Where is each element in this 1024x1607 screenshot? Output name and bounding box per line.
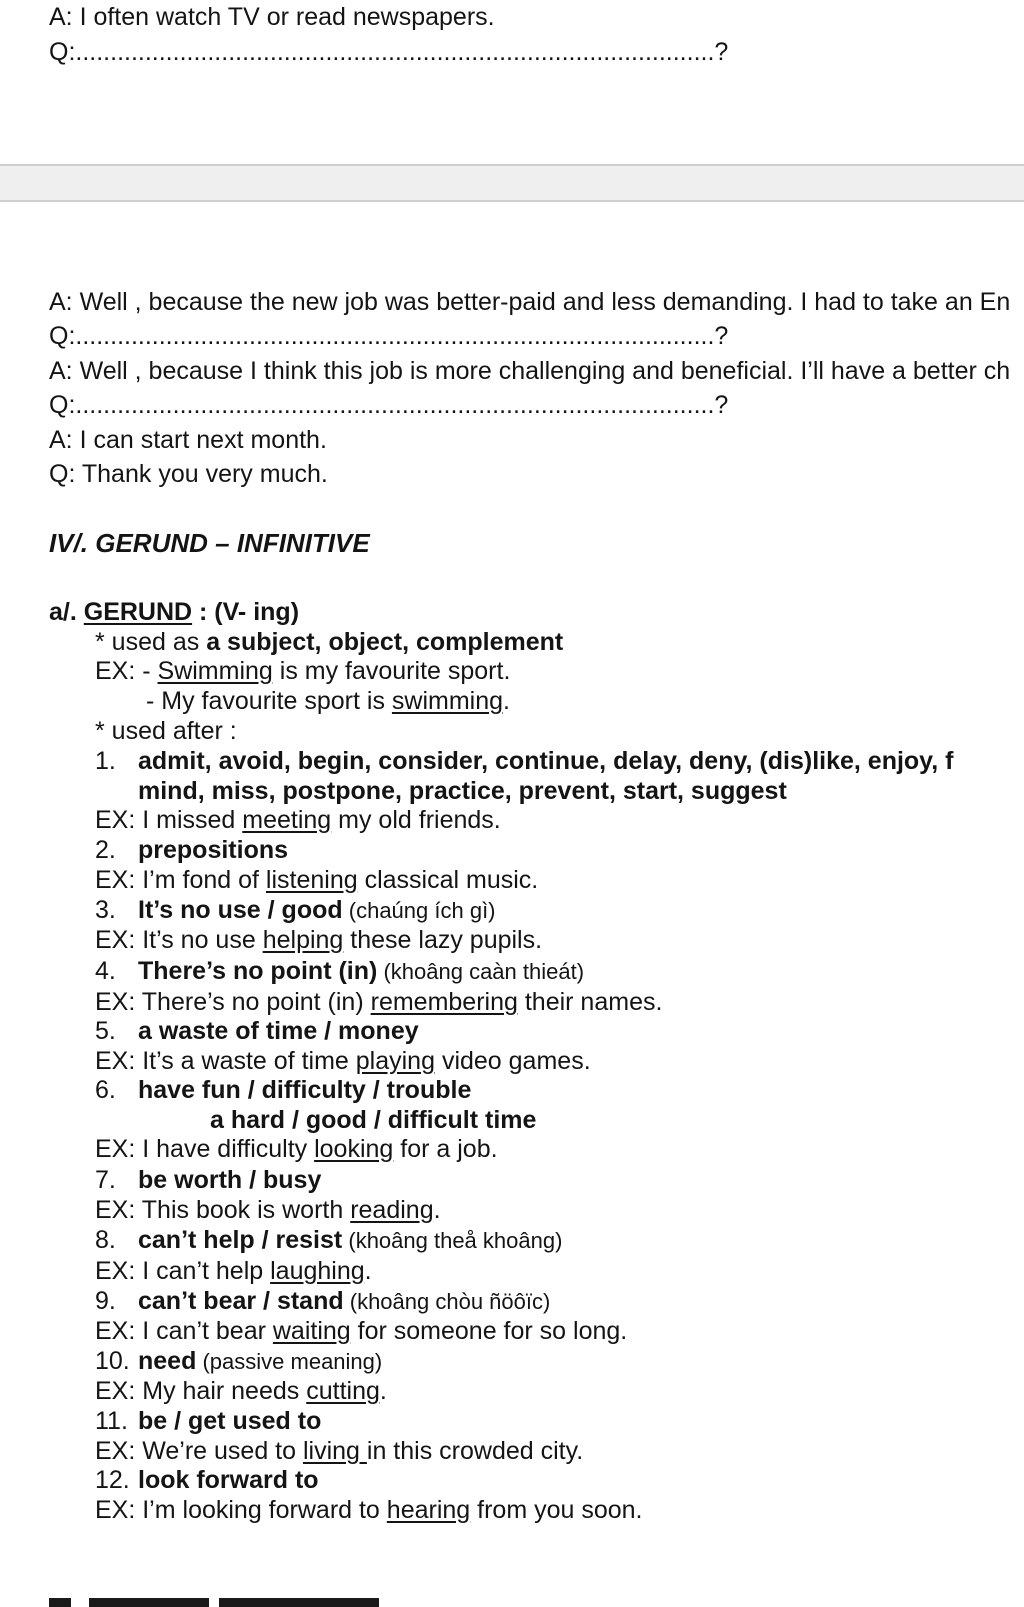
rule-keywords: prepositions: [138, 836, 289, 864]
rule-keywords-continued: a hard / good / difficult time: [210, 1106, 537, 1134]
rule-number: 3.: [95, 896, 116, 924]
rule-item: [95, 1165, 321, 1195]
rule-example-pre: EX: I can’t help: [95, 1257, 271, 1285]
rule-item: [95, 1465, 319, 1495]
rule-example-post: for a job.: [393, 1135, 498, 1163]
rule-translation: (khoâng theå khoâng): [342, 1228, 563, 1253]
rule-keywords: look forward to: [138, 1466, 319, 1494]
rule-number: 9.: [95, 1287, 116, 1315]
example-2-gerund: swimming: [391, 687, 504, 715]
rule-example-post: in this crowded city.: [366, 1437, 584, 1465]
rule-number: 7.: [95, 1166, 116, 1194]
rule-example-gerund: meeting: [242, 806, 332, 834]
rule-example-gerund: cutting: [306, 1377, 380, 1405]
rule-item: [95, 1016, 419, 1046]
rule-item: [95, 1225, 562, 1256]
rule-example-pre: EX: It’s no use: [95, 926, 263, 954]
rule-keywords: admit, avoid, begin, consider, continue, delay, deny, (dis)like, enjoy, f: [138, 747, 954, 775]
rule-example-gerund: remembering: [370, 988, 518, 1016]
rule-example-gerund: playing: [355, 1047, 435, 1075]
rule-keywords: have fun / difficulty / trouble: [138, 1076, 472, 1104]
answer-line-1: A: I often watch TV or read newspapers.: [49, 3, 495, 31]
rule-example-gerund: laughing: [270, 1257, 365, 1285]
rule-example-pre: EX: I’m looking forward to: [95, 1496, 387, 1524]
rule-example-gerund: reading: [350, 1196, 434, 1224]
rule-example: [95, 805, 501, 835]
rule-example-post: their names.: [517, 988, 663, 1016]
rule-number: 4.: [95, 957, 116, 985]
rule-item: [95, 895, 496, 926]
subsection-title: [49, 597, 299, 627]
question-blank-2[interactable]: Q:............................................................................................?: [49, 322, 729, 350]
rule-example-gerund: listening: [265, 866, 358, 894]
rule-number: 8.: [95, 1226, 116, 1254]
subsection-keyword: GERUND: [83, 598, 193, 626]
rule-example-post: classical music.: [357, 866, 539, 894]
rule-item: [95, 1075, 471, 1105]
rule-example: [95, 987, 662, 1017]
rule-example-post: video games.: [435, 1047, 591, 1075]
rule-example-post: my old friends.: [331, 806, 501, 834]
rule-example-pre: EX: My hair needs: [95, 1377, 307, 1405]
rule-number: 11.: [95, 1407, 128, 1435]
section-heading: IV/. GERUND – INFINITIVE: [49, 528, 370, 558]
example-1-label: EX: -: [95, 657, 158, 685]
rule-example: [95, 1134, 498, 1164]
rule-keywords: can’t help / resist: [138, 1226, 343, 1254]
rule-example-post: for someone for so long.: [350, 1317, 628, 1345]
rule-example: [95, 925, 542, 955]
rule-example-gerund: helping: [262, 926, 344, 954]
rule-keywords-continued: mind, miss, postpone, practice, prevent, start, suggest: [138, 777, 787, 805]
rule-example: [95, 1046, 591, 1076]
rule-item: [95, 746, 953, 776]
rule-item: [95, 1346, 382, 1377]
rule-example: [95, 865, 538, 895]
rule-example-gerund: waiting: [272, 1317, 351, 1345]
subsection-rest: : (V- ing): [192, 598, 300, 626]
rule-keywords: be / get used to: [138, 1407, 322, 1435]
usage-note-1-bold: a subject, object, complement: [206, 628, 564, 656]
rule-example-gerund: looking: [314, 1135, 394, 1163]
usage-note-1-pre: * used as: [95, 628, 207, 656]
rule-example-pre: EX: We’re used to: [95, 1437, 303, 1465]
subsection-prefix: a/.: [49, 598, 84, 626]
example-2: [146, 686, 510, 716]
rule-translation: (khoâng chòu ñöôïc): [343, 1289, 551, 1314]
page-divider: [0, 164, 1024, 202]
rule-translation: (chaúng ích gì): [342, 898, 496, 923]
rule-number: 5.: [95, 1017, 116, 1045]
rule-example-pre: EX: It’s a waste of time: [95, 1047, 356, 1075]
rule-keywords: There’s no point (in): [138, 957, 378, 985]
rule-keywords: be worth / busy: [138, 1166, 322, 1194]
rule-keywords: a waste of time / money: [138, 1017, 419, 1045]
rule-example-pre: EX: I have difficulty: [95, 1135, 315, 1163]
rule-translation: (passive meaning): [196, 1349, 383, 1374]
rule-number: 1.: [95, 747, 116, 775]
rule-example-gerund: hearing: [386, 1496, 471, 1524]
rule-example-pre: EX: This book is worth: [95, 1196, 351, 1224]
usage-note-1: [95, 627, 563, 657]
rule-example: [95, 1436, 583, 1466]
example-2-post: .: [503, 687, 510, 715]
rule-example: [95, 1376, 387, 1406]
rule-keywords: need: [138, 1347, 197, 1375]
question-blank-3[interactable]: Q:............................................................................................?: [49, 391, 729, 419]
rule-number: 10.: [95, 1347, 130, 1375]
answer-line-4: A: I can start next month.: [49, 426, 327, 454]
rule-example: [95, 1316, 627, 1346]
rule-example-post: these lazy pupils.: [343, 926, 543, 954]
rule-item: [95, 956, 584, 987]
next-heading-cutoff: [49, 1598, 389, 1607]
example-2-pre: - My favourite sport is: [146, 687, 392, 715]
rule-example-pre: EX: I’m fond of: [95, 866, 266, 894]
rule-example: [95, 1495, 643, 1525]
usage-note-2: * used after :: [95, 717, 237, 745]
rule-translation: (khoâng caàn thieát): [377, 959, 585, 984]
rule-example: [95, 1195, 441, 1225]
rule-example-post: from you soon.: [470, 1496, 643, 1524]
example-1-rest: is my favourite sport.: [272, 657, 511, 685]
rule-example-pre: EX: There’s no point (in): [95, 988, 371, 1016]
rule-example-post: .: [433, 1196, 441, 1224]
rule-example-gerund: living: [302, 1437, 367, 1465]
rule-item: [95, 835, 288, 865]
rule-keywords: can’t bear / stand: [138, 1287, 344, 1315]
rule-example-pre: EX: I can’t bear: [95, 1317, 273, 1345]
answer-line-3: A: Well , because I think this job is more challenging and beneficial. I’ll have a better ch: [49, 357, 1011, 385]
rule-item: [95, 1406, 321, 1436]
rule-example: [95, 1256, 372, 1286]
rule-example-post: .: [364, 1257, 372, 1285]
example-1: [95, 656, 510, 686]
rule-example-pre: EX: I missed: [95, 806, 243, 834]
rule-example-post: .: [379, 1377, 387, 1405]
rule-item: [95, 1286, 550, 1317]
rule-number: 6.: [95, 1076, 116, 1104]
rule-keywords: It’s no use / good: [138, 896, 343, 924]
question-line-4: Q: Thank you very much.: [49, 460, 328, 488]
rule-number: 2.: [95, 836, 116, 864]
answer-line-2: A: Well , because the new job was better-paid and less demanding. I had to take an En: [49, 288, 1011, 316]
rule-number: 12.: [95, 1466, 130, 1494]
example-1-gerund: Swimming: [157, 657, 273, 685]
question-blank-1[interactable]: Q:............................................................................................?: [49, 38, 729, 66]
